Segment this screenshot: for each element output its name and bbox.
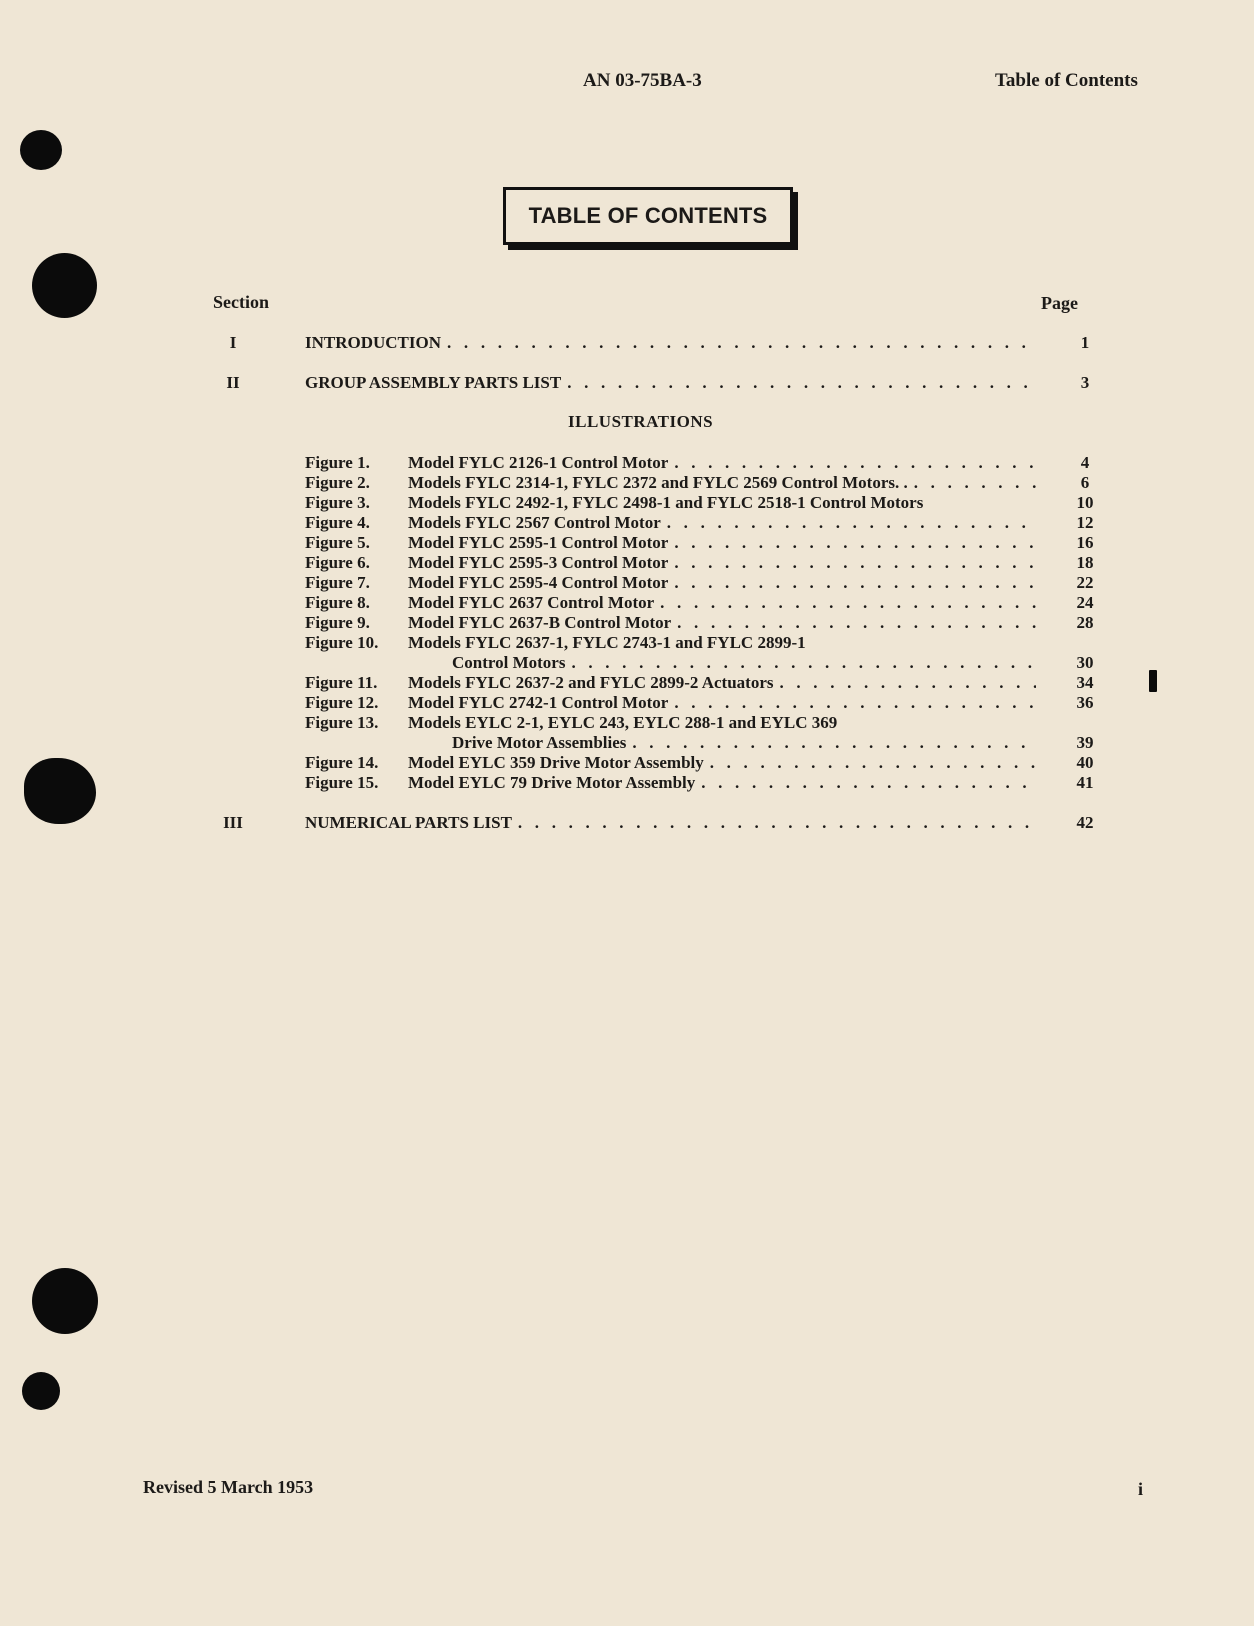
- dot-leader: [447, 333, 1036, 353]
- page-ref: 34: [1076, 673, 1094, 692]
- page-ref: 30: [1076, 653, 1094, 672]
- revision-date: Revised 5 March 1953: [143, 1477, 314, 1497]
- entry-title: [408, 613, 1036, 633]
- entry-title-text: GROUP ASSEMBLY PARTS LIST: [305, 373, 562, 392]
- figure-label: Figure 10.: [305, 633, 379, 652]
- dot-leader: [660, 593, 1036, 613]
- entry-title-text: Control Motors: [452, 653, 566, 672]
- entry-title-text: Models FYLC 2567 Control Motor: [408, 513, 661, 532]
- dot-leader: [914, 473, 1036, 493]
- figure-label: Figure 1.: [305, 453, 370, 472]
- figure-label: Figure 8.: [305, 593, 370, 612]
- dot-leader: [710, 753, 1036, 773]
- section-entry: [0, 813, 1243, 833]
- figure-label: Figure 12.: [305, 693, 379, 712]
- page-ref: 3: [1080, 373, 1090, 392]
- figure-entry: [0, 573, 1243, 593]
- figure-entry: [0, 753, 1243, 773]
- figure-entry: [0, 613, 1243, 633]
- entry-title: [408, 493, 923, 513]
- running-title: Table of Contents: [995, 70, 1138, 91]
- entry-title: [408, 693, 1036, 713]
- figure-label: Figure 3.: [305, 493, 370, 512]
- entry-title-text: Model FYLC 2595-1 Control Motor: [408, 533, 669, 552]
- figure-entry: [0, 773, 1243, 793]
- figure-label: Figure 6.: [305, 553, 370, 572]
- punch-hole: [32, 1268, 98, 1334]
- page-title: TABLE OF CONTENTS: [528, 203, 768, 228]
- entry-title-text: Model FYLC 2595-3 Control Motor: [408, 553, 669, 572]
- entry-title-text: Model FYLC 2126-1 Control Motor: [408, 453, 669, 472]
- section-number: III: [223, 813, 243, 832]
- document-number: AN 03-75BA-3: [583, 70, 702, 91]
- entry-title-text: NUMERICAL PARTS LIST: [305, 813, 512, 832]
- page-ref: 40: [1076, 753, 1094, 772]
- page-number: i: [1138, 1479, 1144, 1499]
- entry-title-text: Models FYLC 2637-1, FYLC 2743-1 and FYLC 2899-1: [408, 633, 806, 652]
- dot-leader: [674, 533, 1036, 553]
- figure-entry: [0, 593, 1243, 613]
- section-number: II: [226, 373, 240, 392]
- entry-title-text: Models EYLC 2-1, EYLC 243, EYLC 288-1 and EYLC 369: [408, 713, 838, 732]
- figure-label: Figure 7.: [305, 573, 370, 592]
- figure-entry: [0, 653, 1243, 673]
- figure-label: Figure 2.: [305, 473, 370, 492]
- figure-entry: [0, 453, 1243, 473]
- section-entry: [0, 333, 1243, 353]
- page-ref: 12: [1076, 513, 1094, 532]
- entry-title: [305, 373, 1036, 393]
- dot-leader: [567, 373, 1036, 393]
- entry-title: [452, 733, 1036, 753]
- page-column-header: Page: [1041, 293, 1078, 313]
- dot-leader: [667, 513, 1036, 533]
- dot-leader: [674, 693, 1036, 713]
- page-ref: 1: [1080, 333, 1090, 352]
- figure-label: Figure 11.: [305, 673, 378, 692]
- entry-title-text: Model FYLC 2595-4 Control Motor: [408, 573, 669, 592]
- page-ref: 4: [1080, 453, 1090, 472]
- entry-title: [305, 813, 1036, 833]
- entry-title: [408, 753, 1036, 773]
- figure-label: Figure 4.: [305, 513, 370, 532]
- dot-leader: [674, 573, 1036, 593]
- figure-entry: [0, 513, 1243, 533]
- entry-title: [408, 553, 1036, 573]
- entry-title-text: Models FYLC 2492-1, FYLC 2498-1 and FYLC 2518-1 Control Motors: [408, 493, 924, 512]
- entry-title: [408, 673, 1036, 693]
- dot-leader: [571, 653, 1036, 673]
- figure-entry: [0, 493, 1243, 513]
- entry-title-text: Model EYLC 359 Drive Motor Assembly: [408, 753, 704, 772]
- entry-title: [408, 713, 837, 733]
- page-ref: 18: [1076, 553, 1094, 572]
- dot-leader: [677, 613, 1036, 633]
- figure-entry: [0, 553, 1243, 573]
- figure-label: Figure 9.: [305, 613, 370, 632]
- entry-title-text: Models FYLC 2637-2 and FYLC 2899-2 Actuators: [408, 673, 774, 692]
- entry-title-text: INTRODUCTION: [305, 333, 442, 352]
- dot-leader: [701, 773, 1036, 793]
- figure-entry: [0, 693, 1243, 713]
- page-ref: 22: [1076, 573, 1094, 592]
- entry-title-text: Models FYLC 2314-1, FYLC 2372 and FYLC 2569 Control Motors. .: [408, 473, 908, 492]
- figure-entry: [0, 713, 1243, 733]
- entry-title: [408, 633, 806, 653]
- page-ref: 10: [1076, 493, 1094, 512]
- figure-label: Figure 13.: [305, 713, 379, 732]
- punch-hole: [22, 1372, 60, 1410]
- page-ref: 6: [1080, 473, 1090, 492]
- entry-title: [305, 333, 1036, 353]
- section-number: I: [229, 333, 237, 352]
- dot-leader: [632, 733, 1036, 753]
- entry-title-text: Model FYLC 2637-B Control Motor: [408, 613, 672, 632]
- page-ref: 16: [1076, 533, 1094, 552]
- entry-title: [408, 593, 1036, 613]
- entry-title: [452, 653, 1036, 673]
- figure-entry: [0, 633, 1243, 653]
- dot-leader: [674, 453, 1036, 473]
- punch-hole: [20, 130, 62, 170]
- entry-title: [408, 573, 1036, 593]
- page-title-box: [503, 187, 793, 245]
- entry-title: [408, 513, 1036, 533]
- entry-title-text: Drive Motor Assemblies: [452, 733, 627, 752]
- entry-title: [408, 773, 1036, 793]
- entry-title: [408, 533, 1036, 553]
- page-ref: 36: [1076, 693, 1094, 712]
- punch-hole: [32, 253, 97, 318]
- figure-entry: [0, 473, 1243, 493]
- entry-title-text: Model EYLC 79 Drive Motor Assembly: [408, 773, 696, 792]
- page-ref: 24: [1076, 593, 1094, 612]
- entry-title: [408, 473, 1036, 493]
- figure-label: Figure 5.: [305, 533, 370, 552]
- entry-title-text: Model FYLC 2742-1 Control Motor: [408, 693, 669, 712]
- figure-label: Figure 15.: [305, 773, 379, 792]
- section-column-header: Section: [213, 292, 269, 312]
- entry-title-text: Model FYLC 2637 Control Motor: [408, 593, 655, 612]
- page-ref: 42: [1076, 813, 1094, 832]
- page-ref: 28: [1076, 613, 1094, 632]
- figure-entry: [0, 533, 1243, 553]
- dot-leader: [780, 673, 1037, 693]
- illustrations-heading: ILLUSTRATIONS: [568, 412, 714, 431]
- figure-label: Figure 14.: [305, 753, 379, 772]
- dot-leader: [518, 813, 1036, 833]
- entry-title: [408, 453, 1036, 473]
- page-ref: 41: [1076, 773, 1094, 792]
- dot-leader: [674, 553, 1036, 573]
- figure-entry: [0, 733, 1243, 753]
- page-ref: 39: [1076, 733, 1094, 752]
- figure-entry: [0, 673, 1243, 693]
- section-entry: [0, 373, 1243, 393]
